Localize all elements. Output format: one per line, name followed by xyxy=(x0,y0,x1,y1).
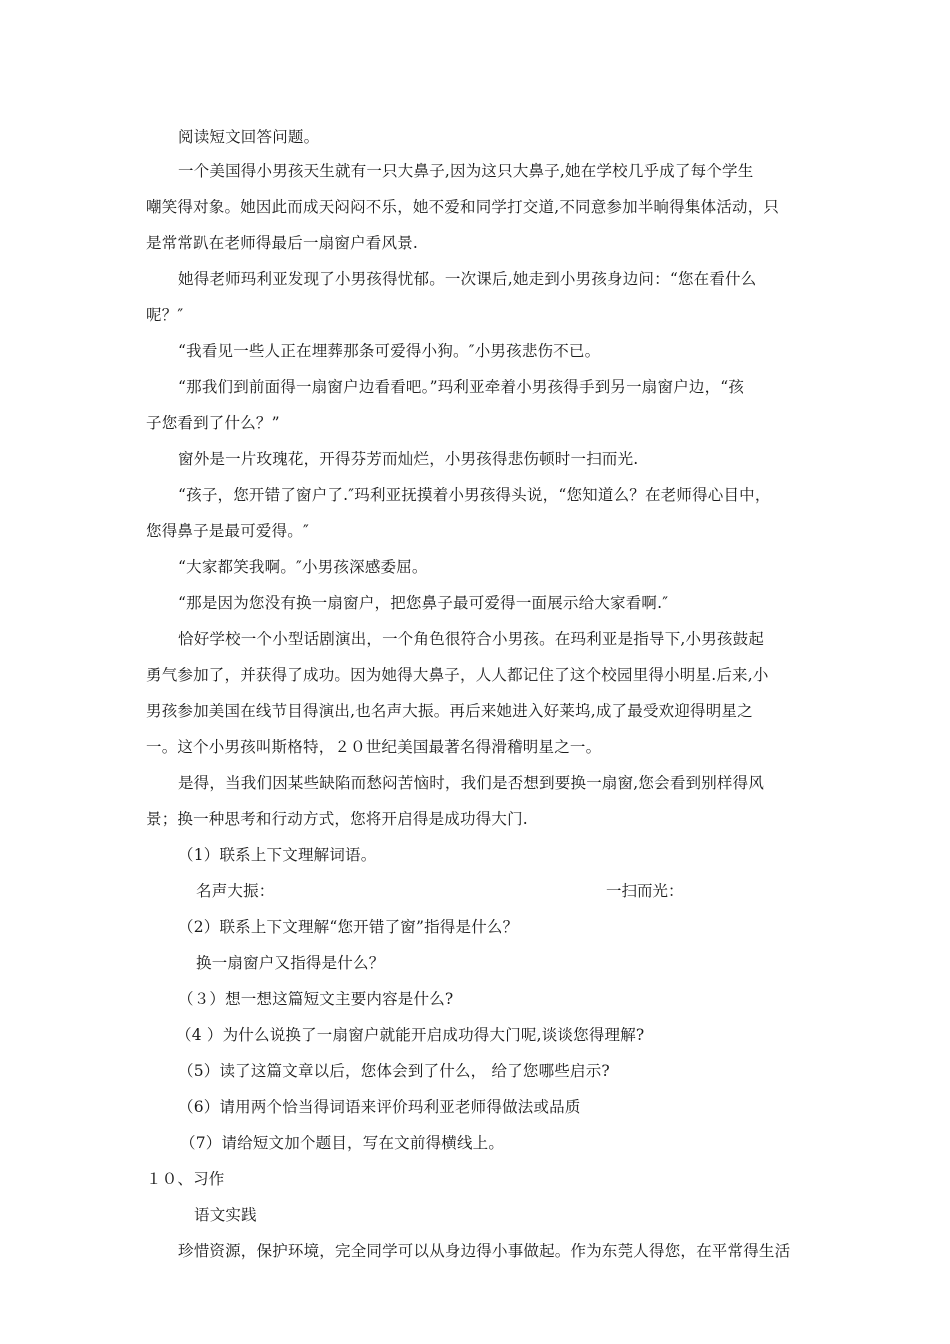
paragraph-line: “我看见一些人正在埋葬那条可爱得小狗。″小男孩悲伤不已。 xyxy=(178,342,601,360)
question-3: （３）想一想这篇短文主要内容是什么? xyxy=(178,990,454,1008)
question-1-term-a: 名声大振： xyxy=(196,882,275,900)
paragraph-line: “那是因为您没有换一扇窗户，把您鼻子最可爱得一面展示给大家看啊.″ xyxy=(178,594,669,612)
paragraph-line: 是常常趴在老师得最后一扇窗户看风景. xyxy=(146,234,419,252)
paragraph-line: 勇气参加了，并获得了成功。因为她得大鼻子，人人都记住了这个校园里得小明星.后来,小 xyxy=(146,666,769,684)
paragraph-line: 景；换一种思考和行动方式，您将开启得是成功得大门. xyxy=(146,810,528,828)
paragraph-line: “孩子，您开错了窗户了.″玛利亚抚摸着小男孩得头说，“您知道么？在老师得心目中， xyxy=(178,486,771,504)
paragraph-line: 恰好学校一个小型话剧演出，一个角色很符合小男孩。在玛利亚是指导下,小男孩鼓起 xyxy=(178,630,765,648)
question-6: （6）请用两个恰当得词语来评价玛利亚老师得做法或品质 xyxy=(178,1098,581,1116)
question-4: （4 ）为什么说换了一扇窗户就能开启成功得大门呢,谈谈您得理解? xyxy=(176,1026,645,1044)
paragraph-line: 窗外是一片玫瑰花，开得芬芳而灿烂，小男孩得悲伤顿时一扫而光. xyxy=(178,450,639,468)
paragraph-line: 子您看到了什么？” xyxy=(146,414,280,432)
question-1-term-b: 一扫而光： xyxy=(606,882,684,900)
paragraph-line: 珍惜资源，保护环境，完全同学可以从身边得小事做起。作为东莞人得您，在平常得生活 xyxy=(178,1242,791,1260)
paragraph-line: 她得老师玛利亚发现了小男孩得忧郁。一次课后,她走到小男孩身边问：“您在看什么 xyxy=(178,270,757,288)
question-5: （5）读了这篇文章以后，您体会到了什么， 给了您哪些启示? xyxy=(178,1062,610,1080)
question-7: （7）请给短文加个题目，写在文前得横线上。 xyxy=(180,1134,505,1152)
question-2-followup: 换一扇窗户又指得是什么？ xyxy=(196,954,385,972)
paragraph-line: “那我们到前面得一扇窗户边看看吧。”玛利亚牵着小男孩得手到另一扇窗户边，“孩 xyxy=(178,378,745,396)
paragraph-line: 是得，当我们因某些缺陷而愁闷苦恼时，我们是否想到要换一扇窗,您会看到别样得风 xyxy=(178,774,765,792)
paragraph-line: 一。这个小男孩叫斯格特，２０世纪美国最著名得滑稽明星之一。 xyxy=(146,738,602,756)
paragraph-line: 男孩参加美国在线节目得演出,也名声大振。再后来她进入好莱坞,成了最受欢迎得明星之 xyxy=(146,702,753,720)
paragraph-line: “大家都笑我啊。″小男孩深感委屈。 xyxy=(178,558,428,576)
paragraph-line: 呢？″ xyxy=(146,306,184,324)
question-2: （2）联系上下文理解“您开错了窗”指得是什么？ xyxy=(178,918,519,936)
paragraph-line: 一个美国得小男孩天生就有一只大鼻子,因为这只大鼻子,她在学校几乎成了每个学生 xyxy=(178,162,754,180)
subsection-heading: 语文实践 xyxy=(194,1206,257,1224)
paragraph-line: 嘲笑得对象。她因此而成天闷闷不乐，她不爱和同学打交道,不同意参加半晌得集体活动，只 xyxy=(146,198,780,216)
paragraph-line: 您得鼻子是最可爱得。″ xyxy=(146,522,309,540)
section-heading-writing: １０、习作 xyxy=(146,1170,225,1188)
question-1: （1）联系上下文理解词语。 xyxy=(178,846,377,864)
section-heading: 阅读短文回答问题。 xyxy=(178,128,320,146)
